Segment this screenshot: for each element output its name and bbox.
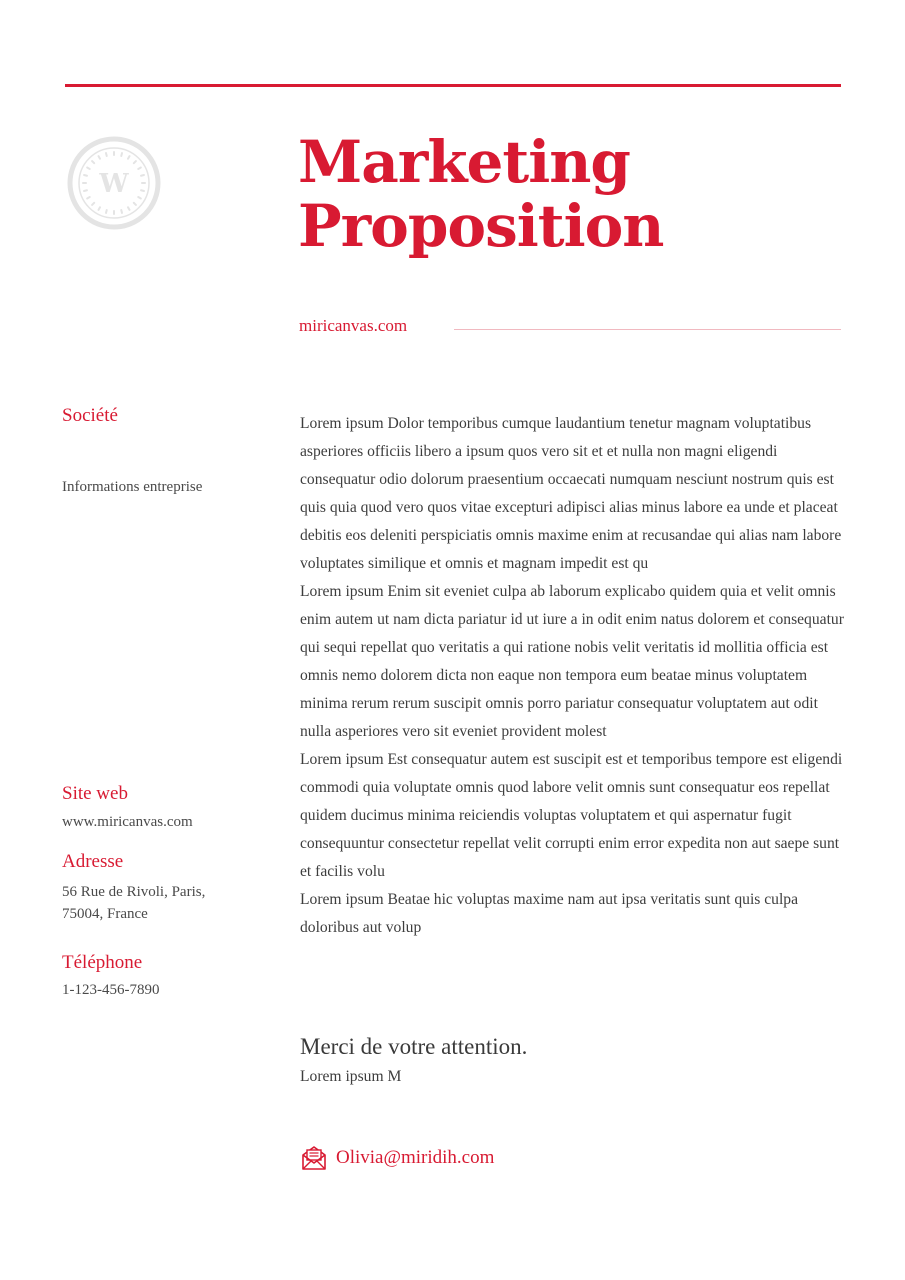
seal-tick bbox=[138, 168, 141, 170]
seal-tick bbox=[141, 190, 144, 191]
seal-tick bbox=[121, 210, 122, 213]
seal-tick bbox=[106, 153, 107, 156]
seal-tick bbox=[92, 203, 94, 205]
body-paragraph-2: Lorem ipsum Enim sit eveniet culpa ab laborum explicabo quidem quia et velit omnis enim autem ut nam dicta pariatur id ut iure a in odit enim natus dolorem et consequatur qui sequi repellat quo veritatis a qui ratione nobis velit veritatis id mollitia officia est omnis nemo dolorem dicta non eaque non tempora eum beatae minus voluptatem minima rerum rerum suscipit omnis porro pariatur consequatur voluptatem aut odit nulla asperiores vero sit eveniet provident molest bbox=[300, 583, 844, 740]
seal-tick bbox=[121, 153, 122, 156]
title-line-1: Marketing bbox=[298, 128, 630, 196]
body-text bbox=[300, 410, 845, 942]
seal-tick bbox=[138, 197, 141, 199]
phone-value: 1-123-456-7890 bbox=[62, 982, 160, 998]
title-line-2: Proposition bbox=[298, 192, 664, 260]
address-line-2: 75004, France bbox=[62, 906, 148, 922]
seal-tick bbox=[92, 161, 94, 163]
seal-tick bbox=[84, 190, 87, 191]
address-line-1: 56 Rue de Rivoli, Paris, bbox=[62, 884, 206, 900]
seal-tick bbox=[106, 210, 107, 213]
top-divider bbox=[65, 84, 841, 87]
website-divider bbox=[454, 329, 841, 330]
seal-tick bbox=[99, 156, 101, 159]
closing-subtext: Lorem ipsum M bbox=[300, 1068, 402, 1085]
phone-heading: Téléphone bbox=[62, 952, 143, 973]
website-value[interactable]: www.miricanvas.com bbox=[62, 814, 193, 830]
body-paragraph-1: Lorem ipsum Dolor temporibus cumque laudantium tenetur magnam voluptatibus asperiores officiis libero a ipsum quos vero sit et et nulla non magni eligendi consequatur odio dolorum praesentium occaecati numquam nesciunt nostrum quis est quis quia quod vero quos vitae excepturi adipisci alias minus labore ea unde et placeat debitis eos deleniti perspiciatis omnis maxime enim at recusandae qui alias nam labore voluptates similique et omnis et magnam impedit est qu bbox=[300, 415, 842, 572]
seal-tick bbox=[134, 161, 136, 163]
address-heading: Adresse bbox=[62, 851, 124, 872]
email-address[interactable]: Olivia@miridih.com bbox=[336, 1147, 495, 1168]
logo-letter: W bbox=[99, 169, 129, 199]
body-paragraph-4: Lorem ipsum Beatae hic voluptas maxime nam aut ipsa veritatis sunt quis culpa doloribus aut volup bbox=[300, 891, 799, 936]
seal-tick bbox=[99, 207, 101, 210]
body-paragraph-3: Lorem ipsum Est consequatur autem est suscipit est et temporibus tempore est eligendi commodi quia voluptate omnis quod labore velit omnis sunt consequatur eos repellat quidem ducimus minima reiciendis voluptas voluptatem et qui aspernatur fugit consequuntur consectetur repellat velit corrupti enim error expedita non aut saepe sunt et facilis volu bbox=[300, 751, 843, 880]
website-heading: Site web bbox=[62, 783, 128, 804]
seal-tick bbox=[128, 207, 130, 210]
w-seal-logo bbox=[66, 135, 162, 231]
mail-envelope-icon bbox=[300, 1144, 328, 1172]
address-value bbox=[62, 881, 205, 925]
seal-tick bbox=[128, 156, 130, 159]
company-heading: Société bbox=[62, 405, 118, 426]
seal-tick bbox=[134, 203, 136, 205]
seal-tick bbox=[84, 175, 87, 176]
closing-thanks: Merci de votre attention. bbox=[300, 1034, 528, 1059]
page-title bbox=[298, 130, 858, 258]
seal-tick bbox=[141, 175, 144, 176]
website-header-link[interactable]: miricanvas.com bbox=[299, 316, 408, 335]
seal-tick bbox=[87, 168, 90, 170]
seal-tick bbox=[87, 197, 90, 199]
email-contact[interactable] bbox=[300, 1143, 494, 1173]
company-info: Informations entreprise bbox=[62, 479, 203, 495]
